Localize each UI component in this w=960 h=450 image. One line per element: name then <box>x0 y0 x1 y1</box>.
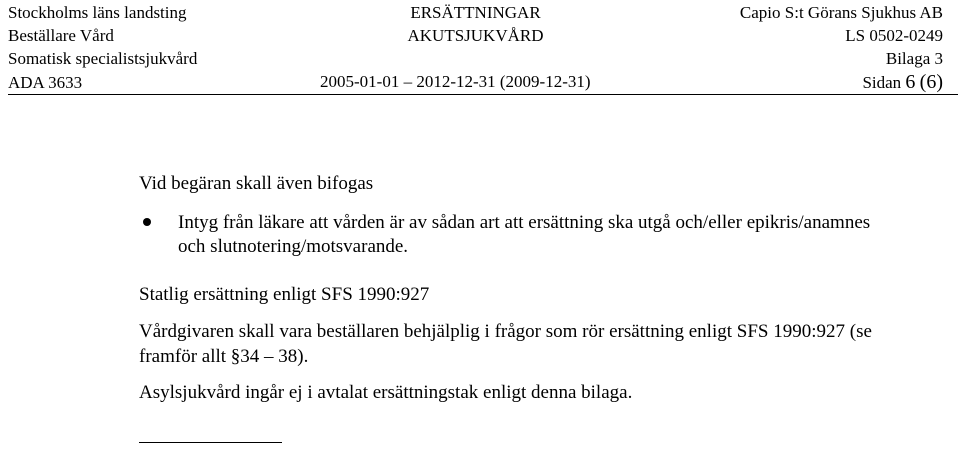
header-divider <box>8 94 958 95</box>
paragraph-sfs: Vårdgivaren skall vara beställaren behjälplig i frågor som rör ersättning enligt SFS 1990:927 (se framför allt §34 – 38). <box>139 321 872 367</box>
header-title: ERSÄTTNINGAR <box>410 3 541 22</box>
page-label: Sidan <box>862 73 902 92</box>
header-case-number: LS 0502-0249 <box>845 26 943 45</box>
section-heading: Statlig ersättning enligt SFS 1990:927 <box>139 284 430 305</box>
paragraph-asylum: Asylsjukvård ingår ej i avtalat ersättningstak enligt denna bilaga. <box>139 382 633 403</box>
header-department: Beställare Vård <box>8 26 114 45</box>
bullet-item: Intyg från läkare att vården är av sådan art att ersättning ska utgå och/eller epikris/anamnes och slutnotering/motsvarande. <box>178 212 871 257</box>
header-provider: Capio S:t Görans Sjukhus AB <box>739 3 943 22</box>
header-attachment: Bilaga 3 <box>885 49 943 68</box>
intro-text: Vid begäran skall även bifogas <box>139 173 374 194</box>
page-indicator <box>862 72 943 93</box>
header-ada-code: ADA 3633 <box>8 73 83 92</box>
header-row-4 <box>8 72 943 93</box>
header-org: Stockholms läns landsting <box>8 3 187 22</box>
bullet-icon <box>143 218 151 226</box>
page-number: 6 <box>905 71 916 93</box>
header-row-2 <box>8 26 943 46</box>
header-row-3 <box>8 49 943 69</box>
header-period: 2005-01-01 – 2012-12-31 (2009-12-31) <box>320 72 591 91</box>
header-specialty: Somatisk specialistsjukvård <box>8 49 198 68</box>
page-total: (6) <box>919 71 943 93</box>
footnote-divider <box>139 442 282 443</box>
header-row-1 <box>8 3 943 23</box>
header-subtitle: AKUTSJUKVÅRD <box>407 26 544 45</box>
